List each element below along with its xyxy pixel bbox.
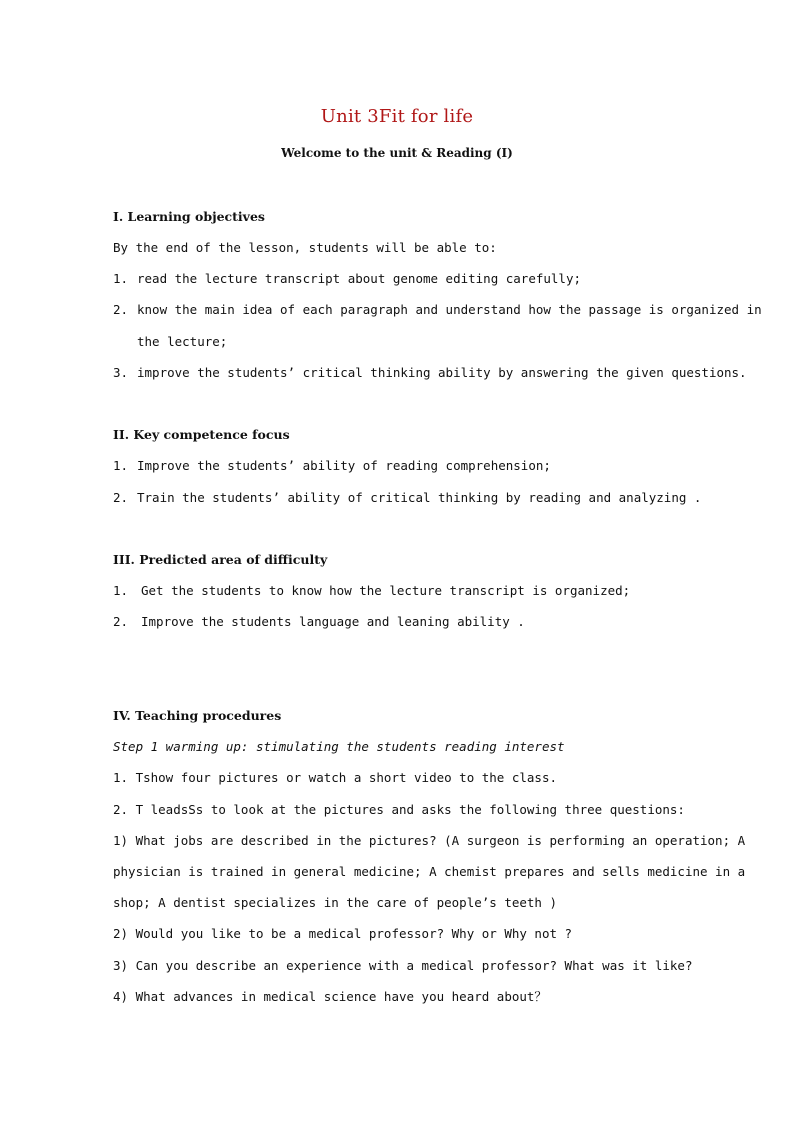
list-item [113,271,581,287]
list-number: 2. [113,490,129,505]
list-item [113,614,525,630]
step-heading: Step 1 warming up: stimulating the students reading interest [113,739,565,754]
procedure-line: 2. T leadsSs to look at the pictures and asks the following three questions: [113,802,685,817]
list-text: Improve the students language and leaning ability . [141,614,525,629]
question-line: 1) What jobs are described in the pictures? (A surgeon is performing an operation; A [113,833,746,848]
list-text: Train the students’ ability of critical thinking by reading and analyzing . [137,490,702,505]
list-text: Improve the students’ ability of reading comprehension; [137,458,551,473]
section-heading-learning-objectives: I. Learning objectives [113,209,265,224]
list-number: 1. [113,583,129,598]
procedure-line: 1. Tshow four pictures or watch a short video to the class. [113,770,558,785]
list-number: 2. [113,302,129,317]
list-item-continuation [113,334,227,350]
list-item [113,302,762,318]
section-heading-teaching-procedures: IV. Teaching procedures [113,708,282,723]
list-item [113,490,701,506]
list-text: Get the students to know how the lecture transcript is organized; [141,583,631,598]
list-text: know the main idea of each paragraph and understand how the passage is organized in [137,302,762,317]
page-subtitle: Welcome to the unit & Reading (I) [281,146,513,160]
list-item [113,458,551,474]
list-item [113,583,630,599]
question-line: 3) Can you describe an experience with a medical professor? What was it like? [113,958,693,973]
list-text: improve the students’ critical thinking ability by answering the given questions. [137,365,747,380]
section-heading-key-competence: II. Key competence focus [113,427,290,442]
question-line: 4) What advances in medical science have you heard about？ [113,989,547,1004]
list-item [113,365,747,381]
list-number: 1. [113,458,129,473]
objectives-intro: By the end of the lesson, students will be able to: [113,240,497,255]
question-line: physician is trained in general medicine; A chemist prepares and sells medicine in a [113,864,746,879]
question-line: 2) Would you like to be a medical professor? Why or Why not ? [113,926,573,941]
page-title: Unit 3Fit for life [320,106,474,127]
list-text: read the lecture transcript about genome editing carefully; [137,271,582,286]
list-text: the lecture; [137,334,228,349]
section-heading-difficulty: III. Predicted area of difficulty [113,552,328,567]
list-number: 2. [113,614,129,629]
question-line: shop; A dentist specializes in the care of people’s teeth ) [113,895,558,910]
list-number: 3. [113,365,129,380]
list-number: 1. [113,271,129,286]
